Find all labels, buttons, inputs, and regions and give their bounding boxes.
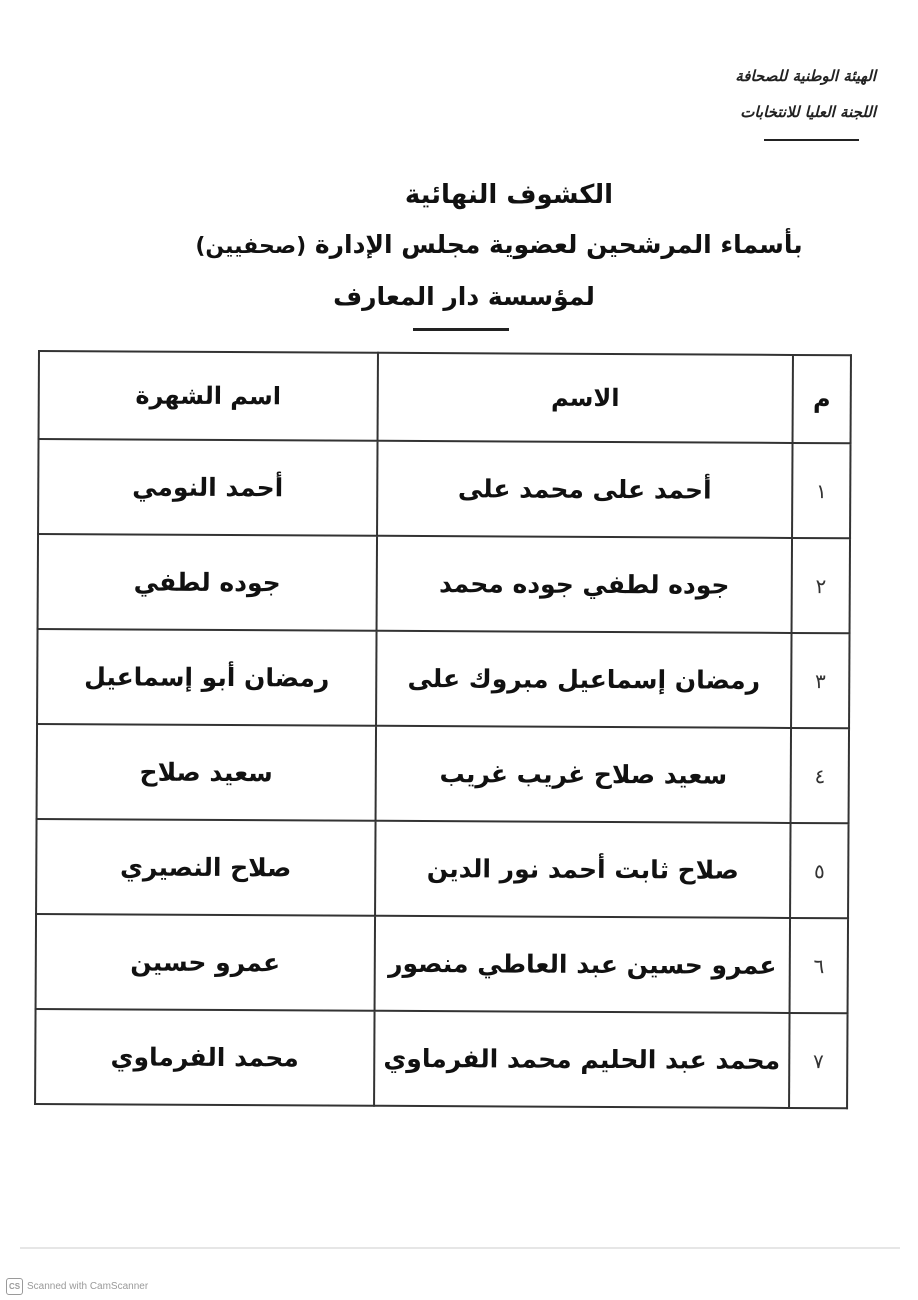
subtitle-text: بأسماء المرشحين لعضوية مجلس الإدارة [314,230,803,259]
candidate-name: محمد عبد الحليم محمد الفرماوي [374,1011,790,1108]
title-underline [413,328,509,331]
table-row [36,914,848,1013]
org-name-line2: اللجنة العليا للانتخابات [740,103,876,121]
header-underline [764,139,859,141]
title-block [0,170,918,322]
row-number: ٣ [791,633,849,728]
document-subtitle [80,220,918,272]
document-title: الكشوف النهائية [404,180,614,210]
row-number: ٤ [791,728,849,823]
candidate-name: جوده لطفي جوده محمد [376,536,792,633]
table-row [37,629,849,728]
table-row [38,439,850,538]
table-header-row [39,351,851,443]
candidate-name: صلاح ثابت أحمد نور الدين [375,821,791,918]
row-number: ٥ [790,823,848,918]
candidate-fame-name: سعيد صلاح [37,724,376,821]
institution-name: لمؤسسة دار المعارف [333,282,595,311]
candidate-fame-name: عمرو حسين [36,914,375,1011]
scanner-watermark-text: Scanned with CamScanner [27,1281,149,1292]
candidate-fame-name: محمد الفرماوي [35,1009,374,1106]
camscanner-logo-icon: CS [6,1278,23,1295]
candidate-name: رمضان إسماعيل مبروك على [376,631,792,728]
scanner-watermark [6,1278,148,1295]
table-row [37,724,849,823]
candidate-fame-name: صلاح النصيري [36,819,375,916]
row-number: ٢ [792,538,850,633]
candidate-name: عمرو حسين عبد العاطي منصور [374,916,790,1013]
candidate-fame-name: جوده لطفي [38,534,377,631]
organization-header [735,58,876,130]
table-row [38,534,850,633]
header-fame-name: اسم الشهرة [39,351,378,441]
row-number: ١ [792,443,850,538]
header-name: الاسم [377,353,793,443]
candidate-fame-name: رمضان أبو إسماعيل [37,629,376,726]
candidate-name: سعيد صلاح غريب غريب [375,726,791,823]
org-name-line1: الهيئة الوطنية للصحافة [735,67,876,85]
subtitle-category: (صحفيين) [195,234,307,259]
row-number: ٧ [789,1013,847,1108]
header-number: م [793,355,851,443]
page-bottom-divider [20,1247,900,1249]
table-row [35,1009,847,1108]
table-row [36,819,848,918]
candidate-fame-name: أحمد النومي [38,439,377,536]
candidate-name: أحمد على محمد على [377,441,793,538]
row-number: ٦ [790,918,848,1013]
candidates-table [34,350,852,1109]
